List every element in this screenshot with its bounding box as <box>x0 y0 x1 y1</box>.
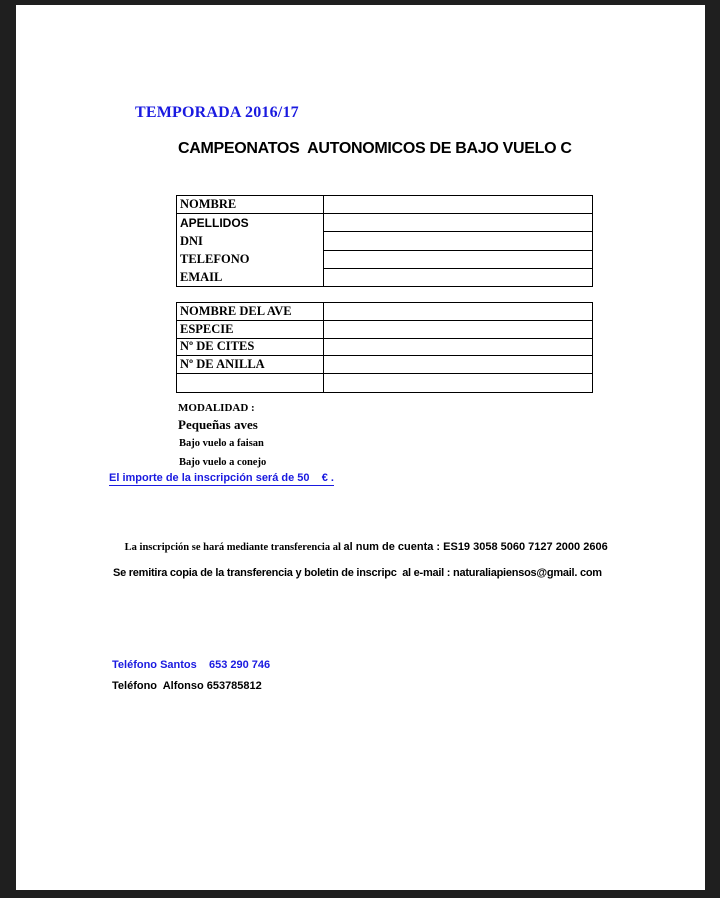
phone-santos: Teléfono Santos 653 290 746 <box>112 659 271 671</box>
modalidad-heading: MODALIDAD : <box>178 402 255 414</box>
phone-alfonso: Teléfono Alfonso 653785812 <box>112 680 262 692</box>
extra-row-label <box>177 374 324 392</box>
cites-label: Nº DE CITES <box>177 339 324 357</box>
especie-input-cell[interactable] <box>324 321 592 339</box>
especie-label: ESPECIE <box>177 321 324 339</box>
transfer-instructions-line <box>113 529 608 565</box>
document-title: CAMPEONATOS AUTONOMICOS DE BAJO VUELO C <box>178 140 572 157</box>
modalidad-option-faisan: Bajo vuelo a faisan <box>179 438 264 449</box>
nombre-ave-label: NOMBRE DEL AVE <box>177 303 324 321</box>
cites-input-cell[interactable] <box>324 339 592 357</box>
personal-data-table <box>176 195 593 287</box>
apellidos-label: APELLIDOS <box>180 216 249 230</box>
email-input-cell[interactable] <box>324 269 592 286</box>
dni-label: DNI <box>180 233 203 248</box>
email-instructions-line: Se remitira copia de la transferencia y boletin de inscripc al e-mail : naturaliapiensos@gmail. com <box>113 567 602 579</box>
email-label: EMAIL <box>180 269 223 284</box>
anilla-label: Nº DE ANILLA <box>177 356 324 374</box>
modalidad-option-pequenas-aves: Pequeñas aves <box>178 417 258 432</box>
anilla-input-cell[interactable] <box>324 356 592 374</box>
extra-row-input-cell[interactable] <box>324 374 592 392</box>
nombre-label: NOMBRE <box>177 196 324 214</box>
nombre-input-cell[interactable] <box>324 196 592 214</box>
bird-data-table <box>176 302 593 393</box>
personal-inputs-cell <box>324 214 592 286</box>
transfer-intro-text: La inscripción se hará mediante transferencia al <box>124 542 344 553</box>
telefono-label: TELEFONO <box>180 251 250 266</box>
dni-input-cell[interactable] <box>324 232 592 250</box>
fee-amount-line: El importe de la inscripción será de 50 € . <box>109 472 334 484</box>
personal-labels-cell <box>177 214 324 286</box>
season-title: TEMPORADA 2016/17 <box>135 104 299 121</box>
nombre-ave-input-cell[interactable] <box>324 303 592 321</box>
telefono-input-cell[interactable] <box>324 251 592 269</box>
apellidos-input-cell[interactable] <box>324 214 592 232</box>
modalidad-option-conejo: Bajo vuelo a conejo <box>179 457 267 468</box>
document-page <box>16 5 705 890</box>
account-number-text: al num de cuenta : ES19 3058 5060 7127 2000 2606 <box>343 541 608 553</box>
